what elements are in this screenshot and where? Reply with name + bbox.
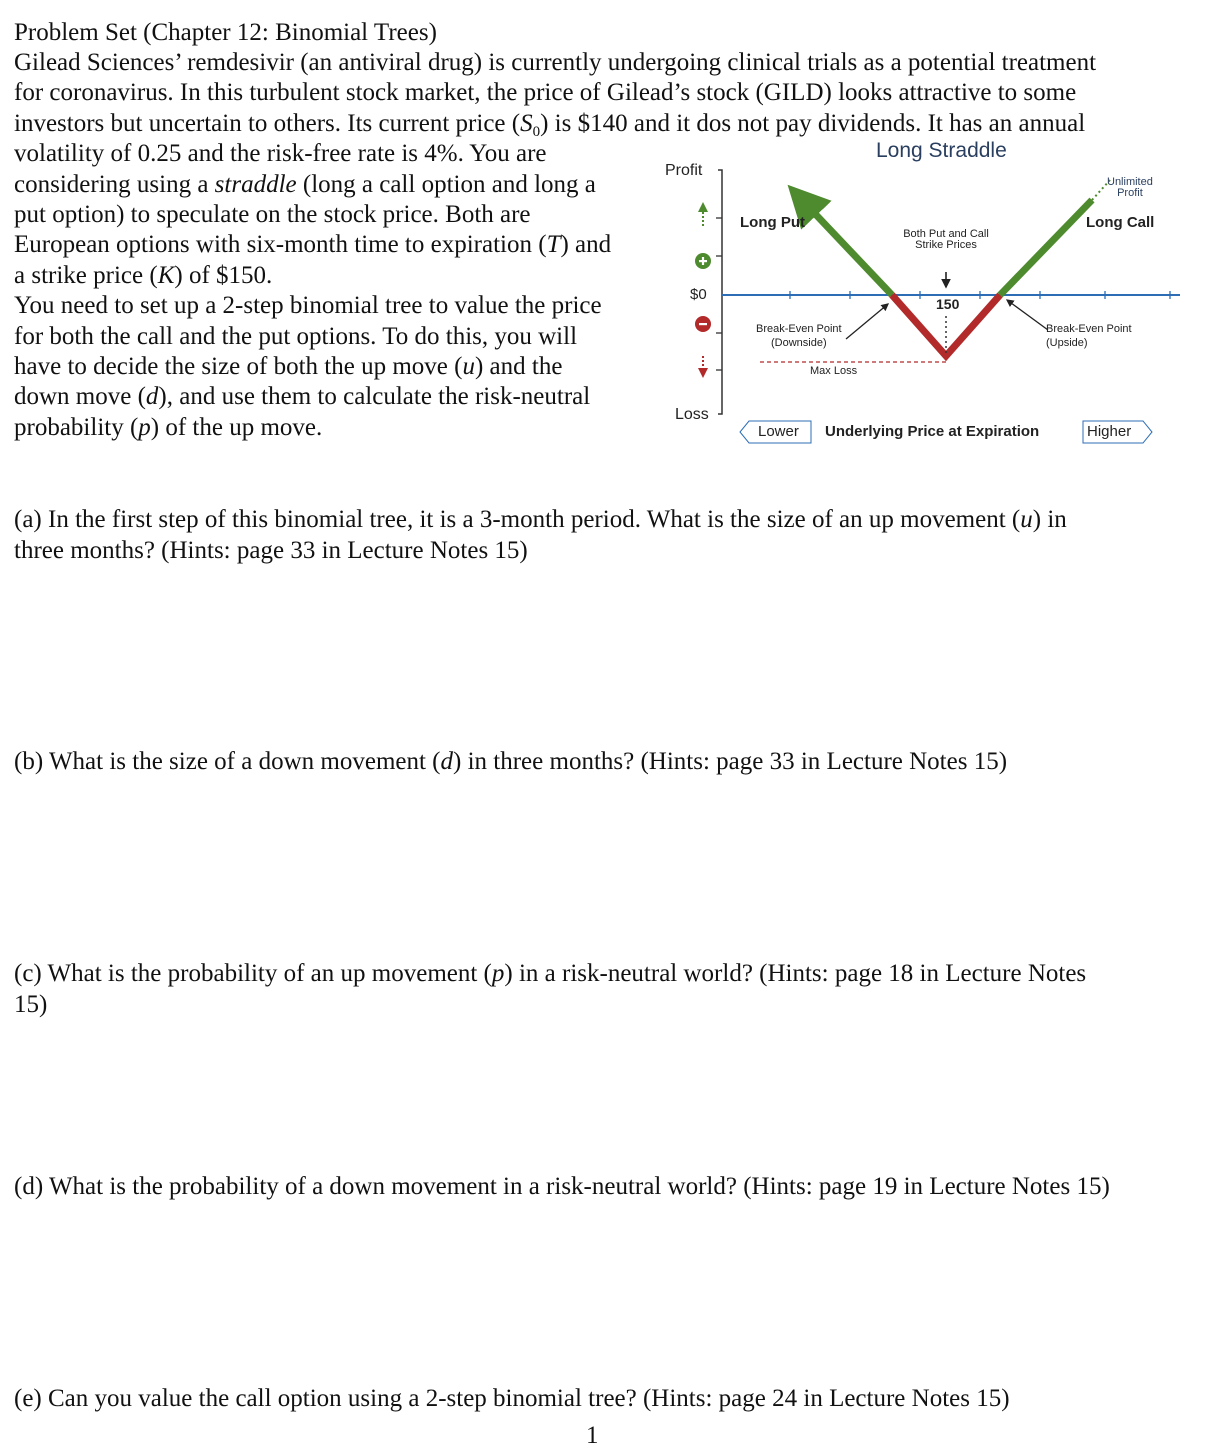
intro-line: European options with six-month time to expiration (T) and (14, 231, 612, 258)
question-a: (a) In the first step of this binomial tree, it is a 3-month period. What is the size of an up movement (u) in three months? (Hints: page 33 in Lecture Notes 15) (14, 506, 1067, 564)
strike-value-label: 150 (936, 296, 960, 312)
break-even-upside-label: Break-Even Point (Upside) (1046, 323, 1132, 349)
intro-line: have to decide the size of both the up move (u) and the (14, 353, 563, 380)
break-even-downside-label: Break-Even Point (Downside) (756, 323, 842, 349)
zero-label: $0 (690, 286, 707, 303)
intro-line: put option) to speculate on the stock price. Both are (14, 201, 531, 228)
long-call-profit-line (1000, 200, 1092, 295)
question-d: (d) What is the probability of a down movement in a risk-neutral world? (Hints: page 19 in Lecture Notes 15) (14, 1173, 1110, 1200)
intro-line: You need to set up a 2-step binomial tree to value the price (14, 292, 602, 319)
long-straddle-diagram (660, 138, 1206, 450)
x-lower-label: Lower (758, 423, 799, 440)
unlimited-profit-label: Unlimited Profit (1107, 176, 1153, 199)
long-put-label: Long Put (740, 214, 805, 231)
strike-prices-label: Both Put and Call Strike Prices (903, 228, 989, 251)
x-higher-label: Higher (1087, 423, 1132, 440)
intro-line: probability (p) of the up move. (14, 414, 323, 441)
intro-line: volatility of 0.25 and the risk-free rate is 4%. You are (14, 140, 547, 167)
max-loss-label: Max Loss (810, 365, 858, 377)
profit-label: Profit (665, 162, 703, 179)
long-put-profit-line (802, 200, 892, 295)
intro-line: a strike price (K) of $150. (14, 262, 273, 289)
page-number: 1 (586, 1422, 599, 1449)
plus-circle-icon (695, 253, 711, 269)
question-c: (c) What is the probability of an up movement (p) in a risk-neutral world? (Hints: page 18 in Lecture Notes 15) (14, 960, 1087, 1018)
intro-line: for coronavirus. In this turbulent stock market, the price of Gilead’s stock (GILD) looks attractive to some (14, 79, 1077, 106)
intro-line: considering using a straddle (long a call option and long a (14, 171, 596, 198)
page-title: Problem Set (Chapter 12: Binomial Trees) (14, 19, 437, 46)
question-e: (e) Can you value the call option using a 2-step binomial tree? (Hints: page 24 in Lecture Notes 15) (14, 1385, 1010, 1412)
intro-line: for both the call and the put options. To do this, you will (14, 323, 578, 350)
long-call-label: Long Call (1086, 214, 1155, 231)
loss-label: Loss (675, 406, 709, 423)
minus-circle-icon (695, 316, 711, 332)
question-b: (b) What is the size of a down movement (d) in three months? (Hints: page 33 in Lecture Notes 15) (14, 748, 1008, 775)
x-axis-label: Underlying Price at Expiration (825, 423, 1040, 440)
break-even-up-pointer (1007, 300, 1048, 330)
intro-line: down move (d), and use them to calculate the risk-neutral (14, 383, 591, 410)
intro-line: investors but uncertain to others. Its current price $(S_0)$ is $140 and it dos not pay dividends. It has an annual (14, 110, 1086, 140)
intro-line: Gilead Sciences’ remdesivir (an antiviral drug) is currently undergoing clinical trials as a potential treatment (14, 49, 1097, 76)
diagram-title: Long Straddle (876, 139, 1007, 162)
down-arrow-icon (698, 356, 708, 378)
up-arrow-icon (698, 202, 708, 226)
y-axis (718, 170, 722, 414)
break-even-down-pointer (846, 304, 888, 339)
